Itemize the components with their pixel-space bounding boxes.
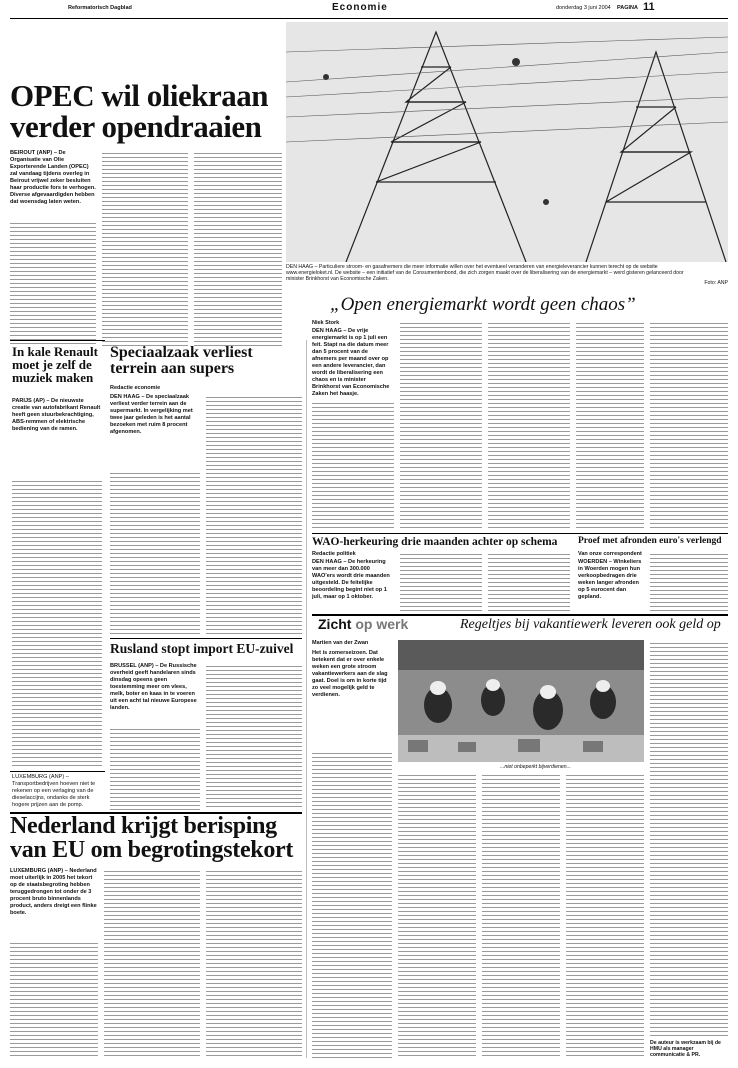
renault-lead: PARIJS (AP) – De nieuwste creatie van autofabrikant Renault heeft geen stuurbekrachtiging, ABS-remmen of elektrische bediening van de ramen. (12, 398, 101, 432)
opec-headline-line2: verder opendraaien (10, 109, 262, 144)
zicht-body-col5 (650, 640, 728, 1036)
wao-lead: DEN HAAG – De herkeuring van meer dan 300.000 WAO'ers wordt drie maanden uitgesteld. De feitelijke beoordeling begint niet op 1 juli, maar op 1 oktober. (312, 559, 390, 600)
rusland-body-col2 (206, 663, 302, 810)
speciaalzaak-body-col1 (110, 470, 200, 635)
proef-byline: Van onze correspondent (578, 551, 642, 557)
energie-body-col3 (488, 320, 570, 530)
wao-rule (312, 533, 728, 534)
zicht-lead: Het is zomerseizoen. Dat betekent dat er over enkele weken een grote stroom vakantiewerkers aan de slag gaat. Doel is om in korte tijd zo veel mogelijk geld te verdienen. (312, 650, 388, 698)
wao-body-col3 (488, 551, 570, 611)
energie-byline: Niek Stork (312, 320, 340, 326)
energie-lead: DEN HAAG – De vrije energiemarkt is op 1 juli een feit. Stapt na die datum meer dan 5 procent van de afnemers per maand over op een andere leverancier, dan wordt de liberalisering een chaos en is minister Brinkhorst van Economische Zaken het haasje. (312, 328, 390, 397)
zicht-body-col4 (566, 772, 644, 1058)
wao-headline: WAO-herkeuring drie maanden achter op schema (312, 536, 558, 548)
energie-headline: „Open energiemarkt wordt geen chaos” (330, 294, 636, 315)
zicht-brand (318, 616, 408, 632)
opec-lead: BEIROUT (ANP) – De Organisatie van Olie Exporterende Landen (OPEC) zal vandaag tijdens overleg in Beirout vrijwel zeker besluiten haar productie fors te verhogen. Diverse afgevaardigden hebben dat woensdag laten weten. (10, 150, 96, 205)
left-col-rule-top (10, 340, 105, 341)
wao-body-col2 (400, 551, 482, 611)
factory-workers-illustration (398, 640, 644, 762)
nederland-body-col3 (206, 868, 302, 1058)
zicht-byline: Martien van der Zwan (312, 640, 369, 646)
photo-caption: DEN HAAG – Particuliere stroom- en gasafnemers die meer informatie willen over het eventueel veranderen van energieleverancier kunnen terecht op de website www.energieloket.nl. De website – een initiatief van de Consumentenbond, die zich zorgen maakt over de liberalisering van de energiemarkt – werd gisteren gelanceerd door minister Brinkhorst van Economische Zaken. (286, 264, 684, 283)
masthead (10, 0, 728, 20)
speciaalzaak-byline: Redactie economie (110, 385, 161, 391)
renault-headline: In kale Renault moet je zelf de muziek maken (12, 344, 98, 385)
proef-lead: WOERDEN – Winkeliers in Woerden mogen hun verkoopbedragen drie weken langer afronden op 5 eurocent dan gepland. (578, 559, 642, 600)
masthead-page-label: PAGINA (617, 5, 638, 11)
masthead-rule (10, 18, 728, 19)
speciaalzaak-body-col2 (206, 394, 302, 635)
zicht-brand-part1: Zicht (318, 616, 352, 632)
masthead-date: donderdag 3 juni 2004 (556, 5, 611, 11)
rusland-body-col1 (110, 726, 200, 810)
energie-body-col2 (400, 320, 482, 530)
rusland-headline: Rusland stopt import EU-zuivel (110, 641, 294, 656)
vacation-photo-caption: ...niet onbeperkt bijverdienen... (500, 764, 571, 770)
nederland-lead: LUXEMBURG (ANP) – Nederland moet uiterlijk in 2005 het tekort op de staatsbegroting hebben teruggedrongen tot onder de 3 procent bruto binnenlands product, anders dreigt een flinke boete. (10, 868, 97, 916)
power-lines-photo (286, 22, 728, 262)
proef-body-col2 (650, 551, 728, 611)
zicht-body-col2 (398, 772, 476, 1058)
nederland-body-col2 (104, 868, 200, 1058)
column-divider (306, 340, 307, 1058)
masthead-section: Economie (332, 2, 388, 13)
luxemburg-brief: LUXEMBURG (ANP) – Transportbedrijven hoeven niet te rekenen op een verlaging van de dieselaccijns, ondanks de sterk hogere prijzen aan de pomp. (12, 774, 96, 808)
zicht-body-col3 (482, 772, 560, 1058)
opec-body-col1 (10, 220, 96, 346)
zicht-body-col1 (312, 750, 392, 1058)
speciaalzaak-lead: DEN HAAG – De speciaalzaak verliest verder terrein aan de supermarkt. In vergelijking met twee jaar geleden is het aantal bezoeken met ruim 8 procent afgenomen. (110, 394, 193, 435)
nederland-body-col1 (10, 940, 98, 1058)
wao-byline: Redactie politiek (312, 551, 356, 557)
opec-body-col2 (102, 150, 188, 346)
speciaalzaak-headline: Speciaalzaak verliest terrein aan supers (110, 344, 253, 377)
energie-body-col4 (576, 320, 644, 530)
nederland-headline-line1: Nederland krijgt berisping (10, 813, 277, 839)
energie-body-col1 (312, 400, 394, 530)
zicht-author-footer: De auteur is werkzaam bij de HMU als manager communicatie & PR. (650, 1040, 721, 1059)
photo-credit: Foto: ANP (704, 280, 728, 286)
energie-body-col5 (650, 320, 728, 530)
opec-article (10, 80, 282, 340)
zicht-brand-part2: op werk (355, 616, 409, 632)
rusland-rule (110, 638, 302, 639)
renault-body (12, 478, 102, 768)
nederland-headline-line2: van EU om begrotingstekort (10, 837, 294, 863)
zicht-headline: Regeltjes bij vakantiewerk leveren ook geld op (460, 617, 721, 632)
masthead-paper-name: Reformatorisch Dagblad (68, 5, 132, 11)
opec-body-col3 (194, 150, 282, 346)
rusland-lead: BRUSSEL (ANP) – De Russische overheid geeft handelaren sinds dinsdag opeens geen toestemming meer om vlees, melk, boter en kaas in te voeren uit een acht tal nieuwe Europese landen. (110, 663, 197, 711)
left-col-rule-mid (10, 771, 105, 772)
opec-headline-line1: OPEC wil oliekraan (10, 78, 268, 113)
proef-headline: Proef met afronden euro's verlengd (578, 536, 722, 546)
vacation-workers-photo (398, 640, 644, 762)
nederland-headline (10, 814, 293, 862)
opec-headline (10, 80, 268, 142)
masthead-page-number: 11 (643, 1, 655, 13)
power-lines-illustration (286, 22, 728, 262)
